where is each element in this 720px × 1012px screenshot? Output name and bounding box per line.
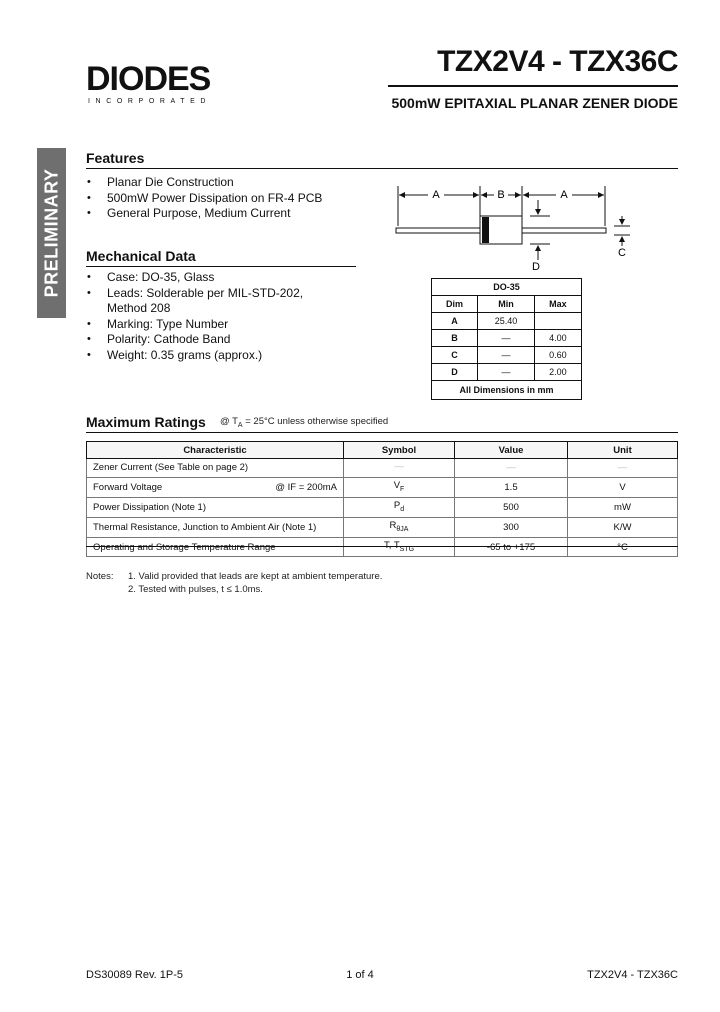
title-divider (388, 85, 678, 87)
symbol-cell: $P_d$ (344, 497, 455, 517)
page-title: TZX2V4 - TZX36C (437, 45, 678, 78)
dim-cell: — (478, 364, 535, 381)
list-item: • Marking: Type Number (87, 317, 317, 333)
dim-label-a: A (432, 189, 440, 201)
characteristic-cell: Operating and Storage Temperature Range (87, 537, 344, 557)
characteristic-cell: Forward Voltage @ IF = 200mA (87, 477, 344, 497)
characteristic-cell: Zener Current (See Table on page 2) (87, 459, 344, 478)
unit-cell: °C (568, 537, 678, 557)
list-item: • Weight: 0.35 grams (approx.) (87, 348, 317, 364)
mechanical-heading: Mechanical Data (86, 248, 196, 264)
table-row (87, 459, 678, 478)
table-row (432, 330, 582, 347)
do35-outline-diagram (390, 180, 640, 280)
characteristic-cell: Thermal Resistance, Junction to Ambient Air (Note 1) (87, 517, 344, 537)
dim-col-header: Dim (432, 296, 478, 313)
value-cell: 500 (455, 497, 568, 517)
dim-cell (534, 313, 581, 330)
table-row (432, 347, 582, 364)
ratings-heading: Maximum Ratings (86, 414, 206, 430)
symbol-cell: — (344, 459, 455, 478)
list-item: • Case: DO-35, Glass (87, 270, 317, 286)
dim-cell: — (478, 347, 535, 364)
page-subtitle: 500mW EPITAXIAL PLANAR ZENER DIODE (391, 95, 678, 111)
dim-cell: B (432, 330, 478, 347)
dim-table-caption: DO-35 (432, 279, 582, 296)
table-row (432, 364, 582, 381)
symbol-cell: $R_{\theta JA}$ (344, 517, 455, 537)
ratings-bottom-rule (86, 546, 678, 547)
value-cell: 300 (455, 517, 568, 537)
dim-label-a-right: A (560, 189, 568, 201)
table-row (87, 497, 678, 517)
notes-block (86, 570, 678, 600)
symbol-cell: $V_F$ (344, 477, 455, 497)
condition-prefix: @ T (220, 416, 238, 427)
features-rule (86, 168, 678, 169)
diodes-logo (86, 62, 236, 112)
symbol-cell: T, $T_{STG}$ (344, 537, 455, 557)
ratings-col-header: Value (455, 442, 568, 459)
footer-doc-number: DS30089 Rev. 1P-5 (86, 969, 184, 981)
ratings-condition (220, 416, 388, 432)
unit-cell: V (568, 477, 678, 497)
dim-cell: 4.00 (534, 330, 581, 347)
preliminary-label: PRELIMINARY (41, 168, 61, 298)
list-item: • Planar Die Construction (87, 175, 367, 191)
notes-label: Notes: (86, 571, 114, 582)
dim-cell: — (478, 330, 535, 347)
mechanical-list (87, 270, 317, 363)
maximum-ratings-table (86, 441, 678, 557)
dim-col-header: Min (478, 296, 535, 313)
footer-part-number: TZX2V4 - TZX36C (587, 969, 678, 981)
preliminary-side-bar (37, 148, 66, 318)
list-item: • Leads: Solderable per MIL-STD-202, Method 208 (87, 286, 317, 317)
dim-cell: 25.40 (478, 313, 535, 330)
mechanical-rule (86, 266, 356, 267)
ratings-col-header: Symbol (344, 442, 455, 459)
logo-tagline: INCORPORATED (88, 98, 212, 105)
dim-table-footer: All Dimensions in mm (432, 381, 582, 400)
dim-col-header: Max (534, 296, 581, 313)
do35-dimension-table (431, 278, 582, 400)
list-item: • 500mW Power Dissipation on FR-4 PCB (87, 191, 367, 207)
dim-cell: D (432, 364, 478, 381)
logo-wordmark: DIODES (86, 60, 211, 98)
condition-suffix: = 25°C unless otherwise specified (242, 416, 389, 427)
dim-cell: C (432, 347, 478, 364)
list-item: • General Purpose, Medium Current (87, 206, 367, 222)
value-cell: 1.5 (455, 477, 568, 497)
ratings-col-header: Unit (568, 442, 678, 459)
condition-sub: A (237, 421, 243, 429)
note-item: 1. Valid provided that leads are kept at ambient temperature. (128, 571, 383, 582)
features-heading: Features (86, 150, 145, 166)
dim-label-c: C (618, 247, 626, 259)
unit-cell: mW (568, 497, 678, 517)
note-item: 2. Tested with pulses, t ≤ 1.0ms. (128, 584, 263, 595)
dim-cell: 2.00 (534, 364, 581, 381)
table-row (432, 313, 582, 330)
ratings-rule (86, 432, 678, 433)
value-cell: -65 to +175 (455, 537, 568, 557)
footer-page-number: 1 of 4 (346, 969, 374, 981)
dim-cell: 0.60 (534, 347, 581, 364)
unit-cell: K/W (568, 517, 678, 537)
dim-label-d: D (532, 261, 540, 273)
characteristic-cell: Power Dissipation (Note 1) (87, 497, 344, 517)
ratings-col-header: Characteristic (87, 442, 344, 459)
dim-cell: A (432, 313, 478, 330)
table-row (87, 537, 678, 557)
value-cell: — (455, 459, 568, 478)
features-list (87, 175, 367, 222)
unit-cell: — (568, 459, 678, 478)
list-item: • Polarity: Cathode Band (87, 332, 317, 348)
dim-label-b: B (497, 189, 505, 201)
table-row (87, 477, 678, 497)
cathode-band (482, 217, 489, 243)
table-row (87, 517, 678, 537)
